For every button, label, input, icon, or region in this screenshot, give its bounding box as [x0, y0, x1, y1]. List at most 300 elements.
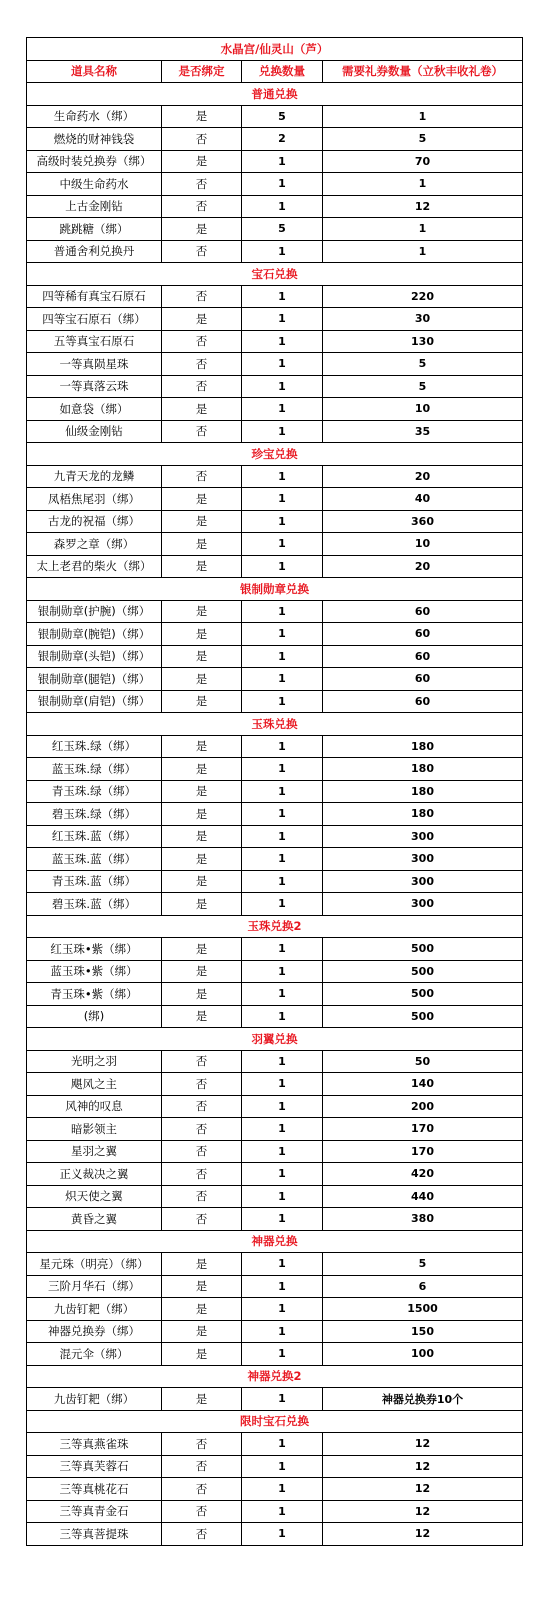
bound-cell: 否 [162, 128, 242, 151]
table-row [27, 1433, 523, 1456]
quantity-cell: 1 [242, 1500, 323, 1523]
quantity-cell: 2 [242, 128, 323, 151]
item-name-cell: 炽天使之翼 [27, 1185, 162, 1208]
voucher-count-cell: 12 [323, 1523, 523, 1546]
voucher-count-cell: 5 [323, 1253, 523, 1276]
quantity-cell: 1 [242, 1185, 323, 1208]
item-name-cell: 黄昏之翼 [27, 1208, 162, 1231]
bound-cell: 是 [162, 645, 242, 668]
bound-cell: 否 [162, 375, 242, 398]
table-row [27, 1163, 523, 1186]
bound-cell: 是 [162, 1005, 242, 1028]
bound-cell: 是 [162, 555, 242, 578]
section-title: 银制勋章兑换 [27, 578, 523, 601]
voucher-count-cell: 180 [323, 803, 523, 826]
table-row [27, 218, 523, 241]
voucher-count-cell: 60 [323, 690, 523, 713]
quantity-cell: 1 [242, 488, 323, 511]
bound-cell: 否 [162, 1433, 242, 1456]
item-name-cell: 凤梧焦尾羽（绑） [27, 488, 162, 511]
item-name-cell: 三等真青金石 [27, 1500, 162, 1523]
item-name-cell: 高级时装兑换券（绑） [27, 150, 162, 173]
voucher-count-cell: 130 [323, 330, 523, 353]
voucher-count-cell: 60 [323, 600, 523, 623]
item-name-cell: 星元珠（明亮）（绑） [27, 1253, 162, 1276]
item-name-cell: 一等真陨星珠 [27, 353, 162, 376]
item-name-cell: 混元伞（绑） [27, 1343, 162, 1366]
section-header-row [27, 1365, 523, 1388]
voucher-count-cell: 60 [323, 623, 523, 646]
voucher-count-cell: 500 [323, 938, 523, 961]
voucher-count-cell: 12 [323, 1500, 523, 1523]
table-row [27, 555, 523, 578]
table-row [27, 1455, 523, 1478]
voucher-count-cell: 50 [323, 1050, 523, 1073]
quantity-cell: 1 [242, 1253, 323, 1276]
section-title: 珍宝兑换 [27, 443, 523, 466]
table-row [27, 285, 523, 308]
table-row [27, 420, 523, 443]
voucher-count-cell: 440 [323, 1185, 523, 1208]
voucher-count-cell: 70 [323, 150, 523, 173]
bound-cell: 否 [162, 330, 242, 353]
section-title: 羽翼兑换 [27, 1028, 523, 1051]
voucher-count-cell: 60 [323, 668, 523, 691]
table-row [27, 1523, 523, 1546]
table-row [27, 150, 523, 173]
table-row [27, 600, 523, 623]
table-row [27, 1073, 523, 1096]
quantity-cell: 1 [242, 510, 323, 533]
voucher-count-cell: 300 [323, 848, 523, 871]
voucher-count-cell: 360 [323, 510, 523, 533]
bound-cell: 是 [162, 1275, 242, 1298]
bound-cell: 否 [162, 195, 242, 218]
bound-cell: 否 [162, 1140, 242, 1163]
bound-cell: 是 [162, 983, 242, 1006]
exchange-table [26, 37, 523, 1546]
item-name-cell: 碧玉珠.蓝（绑） [27, 893, 162, 916]
voucher-count-cell: 500 [323, 983, 523, 1006]
quantity-cell: 1 [242, 870, 323, 893]
bound-cell: 是 [162, 1343, 242, 1366]
table-row [27, 105, 523, 128]
quantity-cell: 1 [242, 1118, 323, 1141]
voucher-count-cell: 300 [323, 870, 523, 893]
table-row [27, 1343, 523, 1366]
section-title: 玉珠兑换2 [27, 915, 523, 938]
quantity-cell: 1 [242, 555, 323, 578]
table-row [27, 1275, 523, 1298]
item-name-cell: 银制勋章(腕铠)（绑） [27, 623, 162, 646]
quantity-cell: 1 [242, 938, 323, 961]
voucher-count-cell: 300 [323, 893, 523, 916]
quantity-cell: 1 [242, 285, 323, 308]
voucher-count-cell: 10 [323, 398, 523, 421]
quantity-cell: 1 [242, 240, 323, 263]
quantity-cell: 1 [242, 983, 323, 1006]
voucher-count-cell: 40 [323, 488, 523, 511]
quantity-cell: 1 [242, 533, 323, 556]
bound-cell: 是 [162, 668, 242, 691]
item-name-cell: 四等稀有真宝石原石 [27, 285, 162, 308]
item-name-cell: 五等真宝石原石 [27, 330, 162, 353]
header-voucher-count: 需要礼券数量（立秋丰收礼卷） [323, 60, 523, 83]
table-row [27, 668, 523, 691]
table-row [27, 240, 523, 263]
bound-cell: 是 [162, 1320, 242, 1343]
bound-cell: 否 [162, 1118, 242, 1141]
table-row [27, 195, 523, 218]
table-row [27, 758, 523, 781]
bound-cell: 是 [162, 1253, 242, 1276]
item-name-cell: 普通舍利兑换丹 [27, 240, 162, 263]
bound-cell: 否 [162, 465, 242, 488]
quantity-cell: 1 [242, 1140, 323, 1163]
voucher-count-cell: 10 [323, 533, 523, 556]
bound-cell: 否 [162, 1208, 242, 1231]
voucher-count-cell: 420 [323, 1163, 523, 1186]
quantity-cell: 1 [242, 353, 323, 376]
table-row [27, 1185, 523, 1208]
item-name-cell: 九青天龙的龙鳞 [27, 465, 162, 488]
quantity-cell: 1 [242, 195, 323, 218]
item-name-cell: 上古金刚钻 [27, 195, 162, 218]
bound-cell: 否 [162, 1163, 242, 1186]
section-header-row [27, 83, 523, 106]
bound-cell: 是 [162, 848, 242, 871]
table-row [27, 465, 523, 488]
item-name-cell: 蓝玉珠.蓝（绑） [27, 848, 162, 871]
table-row [27, 308, 523, 331]
quantity-cell: 1 [242, 1298, 323, 1321]
table-body [27, 38, 523, 1546]
bound-cell: 是 [162, 218, 242, 241]
bound-cell: 否 [162, 1050, 242, 1073]
table-row [27, 330, 523, 353]
item-name-cell: 一等真落云珠 [27, 375, 162, 398]
table-row [27, 893, 523, 916]
header-quantity: 兑换数量 [242, 60, 323, 83]
bound-cell: 否 [162, 1478, 242, 1501]
voucher-count-cell: 12 [323, 1478, 523, 1501]
bound-cell: 否 [162, 1455, 242, 1478]
voucher-count-cell: 150 [323, 1320, 523, 1343]
bound-cell: 否 [162, 285, 242, 308]
item-name-cell: 红玉珠•紫（绑） [27, 938, 162, 961]
quantity-cell: 1 [242, 780, 323, 803]
table-row [27, 1050, 523, 1073]
quantity-cell: 1 [242, 150, 323, 173]
item-name-cell: 正义裁决之翼 [27, 1163, 162, 1186]
item-name-cell: 太上老君的柴火（绑） [27, 555, 162, 578]
section-header-row [27, 1410, 523, 1433]
section-title: 宝石兑换 [27, 263, 523, 286]
voucher-count-cell: 1 [323, 218, 523, 241]
table-row [27, 645, 523, 668]
quantity-cell: 1 [242, 420, 323, 443]
table-row [27, 533, 523, 556]
section-title: 神器兑换2 [27, 1365, 523, 1388]
voucher-count-cell: 220 [323, 285, 523, 308]
bound-cell: 是 [162, 308, 242, 331]
voucher-count-cell: 180 [323, 780, 523, 803]
bound-cell: 否 [162, 1500, 242, 1523]
quantity-cell: 1 [242, 825, 323, 848]
quantity-cell: 5 [242, 105, 323, 128]
item-name-cell: 三等真芙蓉石 [27, 1455, 162, 1478]
item-name-cell: 仙级金刚钻 [27, 420, 162, 443]
section-title: 普通兑换 [27, 83, 523, 106]
section-title: 限时宝石兑换 [27, 1410, 523, 1433]
bound-cell: 是 [162, 533, 242, 556]
item-name-cell: 暗影领主 [27, 1118, 162, 1141]
voucher-count-cell: 300 [323, 825, 523, 848]
quantity-cell: 1 [242, 1455, 323, 1478]
header-row [27, 60, 523, 83]
table-row [27, 1298, 523, 1321]
item-name-cell: 三等真菩提珠 [27, 1523, 162, 1546]
table-row [27, 1320, 523, 1343]
voucher-count-cell: 1 [323, 105, 523, 128]
bound-cell: 是 [162, 623, 242, 646]
header-item-name: 道具名称 [27, 60, 162, 83]
quantity-cell: 1 [242, 1005, 323, 1028]
table-row [27, 1140, 523, 1163]
bound-cell: 是 [162, 825, 242, 848]
quantity-cell: 1 [242, 1343, 323, 1366]
header-bound: 是否绑定 [162, 60, 242, 83]
table-row [27, 1208, 523, 1231]
item-name-cell: 燃烧的财神钱袋 [27, 128, 162, 151]
table-row [27, 173, 523, 196]
voucher-count-cell: 20 [323, 465, 523, 488]
section-title: 神器兑换 [27, 1230, 523, 1253]
item-name-cell: 风神的叹息 [27, 1095, 162, 1118]
voucher-count-cell: 6 [323, 1275, 523, 1298]
voucher-count-cell: 500 [323, 1005, 523, 1028]
quantity-cell: 1 [242, 465, 323, 488]
voucher-count-cell: 180 [323, 735, 523, 758]
item-name-cell: 如意袋（绑） [27, 398, 162, 421]
table-row [27, 375, 523, 398]
bound-cell: 是 [162, 938, 242, 961]
voucher-count-cell: 170 [323, 1140, 523, 1163]
section-header-row [27, 443, 523, 466]
quantity-cell: 1 [242, 893, 323, 916]
item-name-cell: 碧玉珠.绿（绑） [27, 803, 162, 826]
item-name-cell: 青玉珠.绿（绑） [27, 780, 162, 803]
quantity-cell: 1 [242, 1208, 323, 1231]
table-row [27, 780, 523, 803]
quantity-cell: 1 [242, 848, 323, 871]
quantity-cell: 1 [242, 398, 323, 421]
bound-cell: 是 [162, 803, 242, 826]
quantity-cell: 1 [242, 375, 323, 398]
item-name-cell: 银制勋章(头铠)（绑） [27, 645, 162, 668]
item-name-cell: (绑) [27, 1005, 162, 1028]
item-name-cell: 红玉珠.蓝（绑） [27, 825, 162, 848]
table-row [27, 1095, 523, 1118]
voucher-count-cell: 12 [323, 195, 523, 218]
bound-cell: 是 [162, 960, 242, 983]
voucher-count-cell: 20 [323, 555, 523, 578]
item-name-cell: 光明之羽 [27, 1050, 162, 1073]
section-header-row [27, 578, 523, 601]
item-name-cell: 三等真桃花石 [27, 1478, 162, 1501]
item-name-cell: 红玉珠.绿（绑） [27, 735, 162, 758]
quantity-cell: 1 [242, 1050, 323, 1073]
quantity-cell: 1 [242, 1073, 323, 1096]
table-row [27, 983, 523, 1006]
item-name-cell: 森罗之章（绑） [27, 533, 162, 556]
voucher-count-cell: 5 [323, 128, 523, 151]
table-row [27, 848, 523, 871]
voucher-count-cell: 35 [323, 420, 523, 443]
table-row [27, 938, 523, 961]
voucher-count-cell: 1 [323, 240, 523, 263]
quantity-cell: 1 [242, 1163, 323, 1186]
section-header-row [27, 713, 523, 736]
quantity-cell: 1 [242, 690, 323, 713]
section-header-row [27, 1028, 523, 1051]
quantity-cell: 1 [242, 1275, 323, 1298]
voucher-count-cell: 100 [323, 1343, 523, 1366]
item-name-cell: 九齿钉耙（绑） [27, 1298, 162, 1321]
bound-cell: 否 [162, 1073, 242, 1096]
bound-cell: 是 [162, 690, 242, 713]
table-row [27, 1118, 523, 1141]
voucher-count-cell: 140 [323, 1073, 523, 1096]
voucher-count-cell: 12 [323, 1455, 523, 1478]
item-name-cell: 银制勋章(护腕)（绑） [27, 600, 162, 623]
section-header-row [27, 1230, 523, 1253]
item-name-cell: 青玉珠.蓝（绑） [27, 870, 162, 893]
item-name-cell: 跳跳糖（绑） [27, 218, 162, 241]
bound-cell: 是 [162, 780, 242, 803]
quantity-cell: 1 [242, 330, 323, 353]
bound-cell: 是 [162, 510, 242, 533]
voucher-count-cell: 1 [323, 173, 523, 196]
voucher-count-cell: 12 [323, 1433, 523, 1456]
voucher-count-cell: 500 [323, 960, 523, 983]
item-name-cell: 三阶月华石（绑） [27, 1275, 162, 1298]
table-row [27, 623, 523, 646]
bound-cell: 是 [162, 893, 242, 916]
title-row [27, 38, 523, 61]
table-row [27, 510, 523, 533]
exchange-table-container [26, 37, 522, 1546]
bound-cell: 否 [162, 420, 242, 443]
quantity-cell: 1 [242, 308, 323, 331]
bound-cell: 是 [162, 600, 242, 623]
table-row [27, 398, 523, 421]
bound-cell: 是 [162, 1298, 242, 1321]
item-name-cell: 星羽之翼 [27, 1140, 162, 1163]
quantity-cell: 1 [242, 960, 323, 983]
table-row [27, 1388, 523, 1411]
quantity-cell: 1 [242, 735, 323, 758]
bound-cell: 否 [162, 353, 242, 376]
table-row [27, 128, 523, 151]
table-row [27, 1253, 523, 1276]
section-title: 玉珠兑换 [27, 713, 523, 736]
bound-cell: 是 [162, 1388, 242, 1411]
voucher-count-cell: 200 [323, 1095, 523, 1118]
item-name-cell: 银制勋章(肩铠)（绑） [27, 690, 162, 713]
table-row [27, 825, 523, 848]
table-row [27, 1005, 523, 1028]
voucher-count-cell: 30 [323, 308, 523, 331]
bound-cell: 是 [162, 398, 242, 421]
bound-cell: 否 [162, 1523, 242, 1546]
bound-cell: 是 [162, 758, 242, 781]
item-name-cell: 生命药水（绑） [27, 105, 162, 128]
quantity-cell: 1 [242, 1095, 323, 1118]
voucher-count-cell: 380 [323, 1208, 523, 1231]
bound-cell: 是 [162, 488, 242, 511]
section-header-row [27, 263, 523, 286]
bound-cell: 是 [162, 105, 242, 128]
voucher-count-cell: 1500 [323, 1298, 523, 1321]
item-name-cell: 蓝玉珠.绿（绑） [27, 758, 162, 781]
item-name-cell: 蓝玉珠•紫（绑） [27, 960, 162, 983]
item-name-cell: 古龙的祝福（绑） [27, 510, 162, 533]
table-row [27, 1500, 523, 1523]
quantity-cell: 1 [242, 803, 323, 826]
item-name-cell: 青玉珠•紫（绑） [27, 983, 162, 1006]
table-row [27, 690, 523, 713]
bound-cell: 否 [162, 240, 242, 263]
quantity-cell: 1 [242, 1478, 323, 1501]
table-title: 水晶宫/仙灵山（芦） [27, 38, 523, 61]
voucher-count-cell: 180 [323, 758, 523, 781]
quantity-cell: 1 [242, 1433, 323, 1456]
item-name-cell: 中级生命药水 [27, 173, 162, 196]
bound-cell: 否 [162, 173, 242, 196]
item-name-cell: 九齿钉耙（绑） [27, 1388, 162, 1411]
item-name-cell: 四等宝石原石（绑） [27, 308, 162, 331]
bound-cell: 是 [162, 150, 242, 173]
voucher-count-cell: 60 [323, 645, 523, 668]
quantity-cell: 1 [242, 600, 323, 623]
table-row [27, 488, 523, 511]
quantity-cell: 1 [242, 1388, 323, 1411]
quantity-cell: 1 [242, 173, 323, 196]
item-name-cell: 飓风之主 [27, 1073, 162, 1096]
bound-cell: 否 [162, 1095, 242, 1118]
table-row [27, 735, 523, 758]
quantity-cell: 1 [242, 623, 323, 646]
bound-cell: 是 [162, 870, 242, 893]
bound-cell: 是 [162, 735, 242, 758]
quantity-cell: 1 [242, 1320, 323, 1343]
table-row [27, 353, 523, 376]
item-name-cell: 银制勋章(腿铠)（绑） [27, 668, 162, 691]
quantity-cell: 1 [242, 1523, 323, 1546]
voucher-count-cell: 神器兑换券10个 [323, 1388, 523, 1411]
quantity-cell: 1 [242, 668, 323, 691]
quantity-cell: 1 [242, 645, 323, 668]
section-header-row [27, 915, 523, 938]
voucher-count-cell: 5 [323, 375, 523, 398]
table-row [27, 803, 523, 826]
quantity-cell: 1 [242, 758, 323, 781]
item-name-cell: 神器兑换券（绑） [27, 1320, 162, 1343]
item-name-cell: 三等真燕雀珠 [27, 1433, 162, 1456]
bound-cell: 否 [162, 1185, 242, 1208]
voucher-count-cell: 5 [323, 353, 523, 376]
